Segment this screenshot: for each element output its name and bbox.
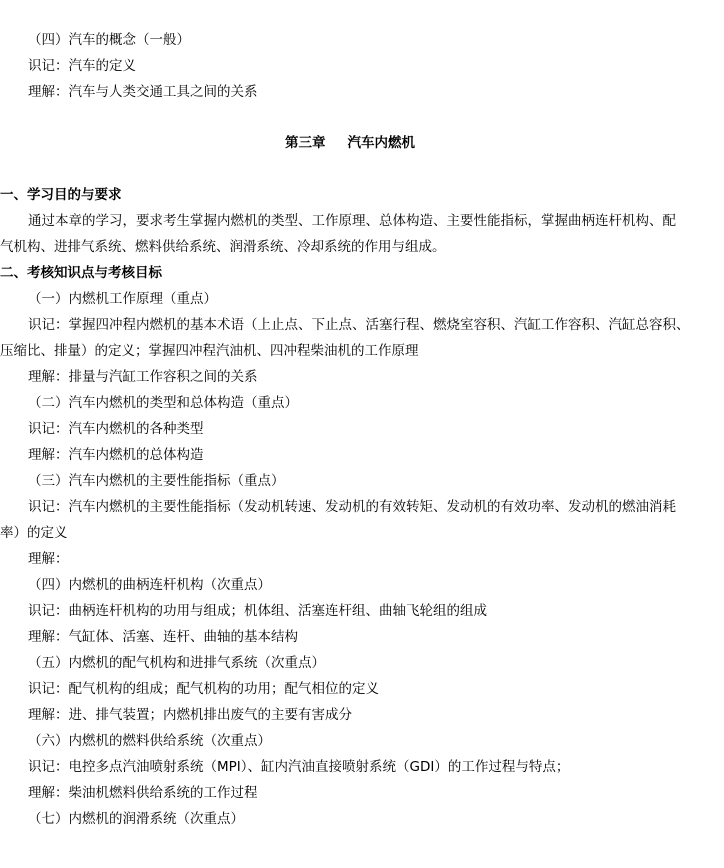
understand-line: 理解：柴油机燃料供给系统的工作过程 — [28, 785, 258, 801]
paragraph-line: 气机构、进排气系统、燃料供给系统、润滑系统、冷却系统的作用与组成。 — [0, 239, 446, 255]
memorize-line: 识记：电控多点汽油喷射系统（MPI）、缸内汽油直接喷射系统（GDI）的工作过程与特点； — [28, 759, 570, 775]
memorize-line: 识记：汽车内燃机的主要性能指标（发动机转速、发动机的有效转矩、发动机的有效功率、发动机的燃油消耗 — [28, 499, 676, 515]
understand-line: 理解：汽车与人类交通工具之间的关系 — [28, 84, 258, 100]
memorize-line: 识记：曲柄连杆机构的功用与组成；机体组、活塞连杆组、曲轴飞轮组的组成 — [28, 603, 487, 619]
chapter-title: 汽车内燃机 — [347, 135, 415, 151]
subsection-heading: （七）内燃机的润滑系统（次重点） — [28, 811, 244, 827]
section-heading: 二、考核知识点与考核目标 — [0, 265, 162, 281]
memorize-line: 识记：配气机构的组成；配气机构的功用；配气相位的定义 — [28, 681, 379, 697]
memorize-line-continued: 压缩比、排量）的定义；掌握四冲程汽油机、四冲程柴油机的工作原理 — [0, 343, 419, 359]
subsection-heading: （五）内燃机的配气机构和进排气系统（次重点） — [28, 655, 325, 671]
subsection-heading: （四）内燃机的曲柄连杆机构（次重点） — [28, 577, 271, 593]
subsection-heading: （三）汽车内燃机的主要性能指标（重点） — [28, 473, 285, 489]
chapter-number: 第三章 — [285, 135, 326, 151]
understand-line: 理解：进、排气装置；内燃机排出废气的主要有害成分 — [28, 707, 352, 723]
understand-line: 理解：汽车内燃机的总体构造 — [28, 447, 204, 463]
memorize-line: 识记：汽车的定义 — [28, 58, 136, 74]
understand-line: 理解： — [28, 551, 69, 567]
understand-line: 理解：排量与汽缸工作容积之间的关系 — [28, 369, 258, 385]
subsection-heading: （二）汽车内燃机的类型和总体构造（重点） — [28, 395, 298, 411]
memorize-line: 识记：掌握四冲程内燃机的基本术语（上止点、下止点、活塞行程、燃烧室容积、汽缸工作容积、汽缸总容积、 — [28, 317, 690, 333]
subsection-heading: （六）内燃机的燃料供给系统（次重点） — [28, 733, 271, 749]
memorize-line: 识记：汽车内燃机的各种类型 — [28, 421, 204, 437]
paragraph-line: 通过本章的学习，要求考生掌握内燃机的类型、工作原理、总体构造、主要性能指标，掌握曲柄连杆机构、配 — [28, 213, 676, 229]
chapter-heading — [0, 130, 700, 156]
memorize-line-continued: 率）的定义 — [0, 525, 68, 541]
section-heading: 一、学习目的与要求 — [0, 187, 122, 203]
subsection-heading: （一）内燃机工作原理（重点） — [28, 291, 217, 307]
subsection-heading: （四）汽车的概念（一般） — [28, 32, 190, 48]
understand-line: 理解：气缸体、活塞、连杆、曲轴的基本结构 — [28, 629, 298, 645]
